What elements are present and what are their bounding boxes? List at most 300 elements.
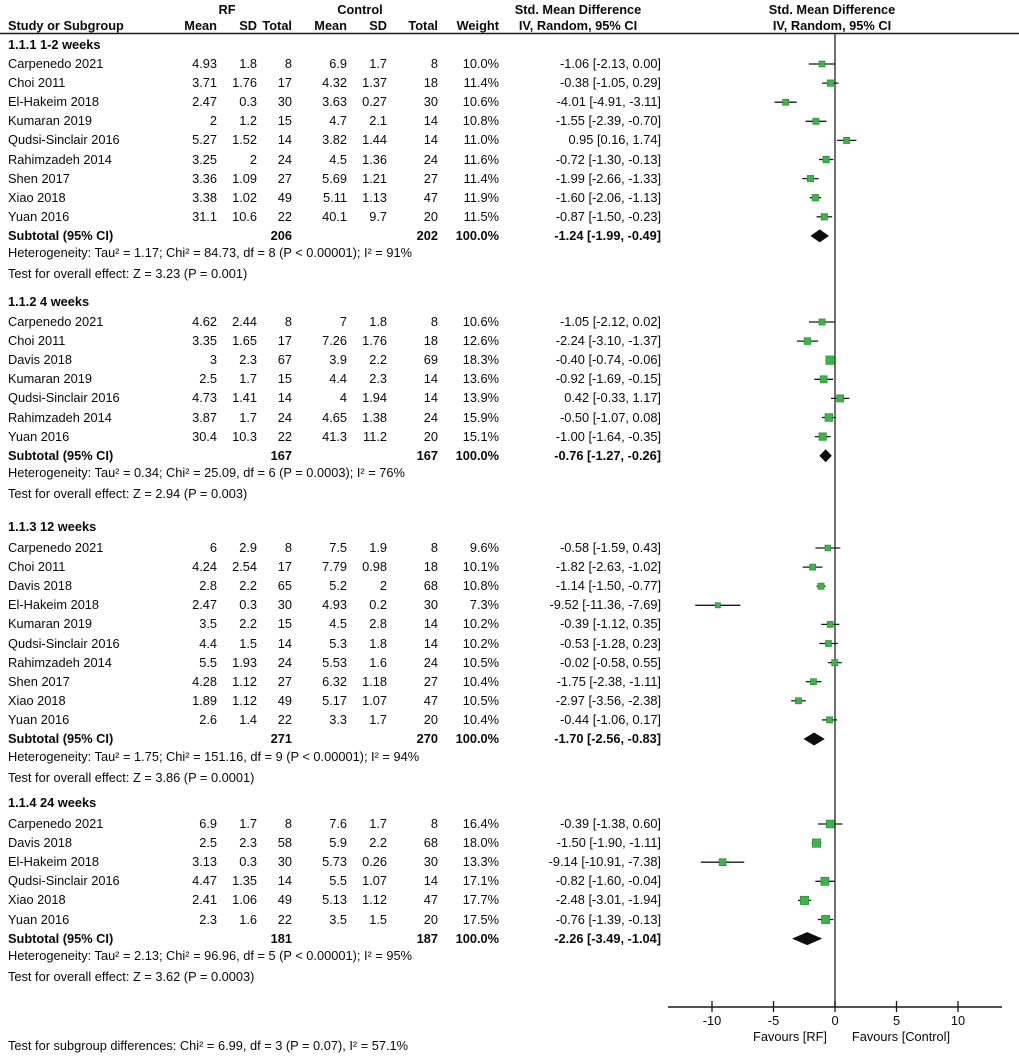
ctrl-total-cell: 30 (423, 854, 438, 870)
study-name: Yuan 2016 (8, 711, 70, 727)
study-name: Carpenedo 2021 (8, 314, 104, 329)
header-col-ctrl-total: Total (408, 18, 438, 33)
weight-cell: 10.6% (462, 94, 499, 110)
ctrl-total-cell: 18 (423, 333, 438, 349)
ctrl-sd-cell: 1.6 (369, 654, 387, 670)
ctrl-total-cell: 20 (423, 208, 438, 224)
ctrl-sd-cell: 1.5 (369, 911, 387, 927)
ctrl-total-cell: 47 (423, 692, 438, 708)
rf-sd-cell: 1.09 (232, 170, 257, 186)
subtotal-weight: 100.0% (455, 930, 499, 946)
ctrl-sd-cell: 1.9 (369, 540, 387, 555)
ctrl-total-cell: 68 (423, 835, 438, 851)
ctrl-sd-cell: 0.98 (362, 559, 387, 575)
ctrl-mean-cell: 5.2 (329, 578, 347, 594)
ctrl-mean-cell: 5.9 (329, 835, 347, 851)
header-col-study: Study or Subgroup (8, 18, 124, 33)
effect-square (813, 118, 819, 124)
study-name: Rahimzadeh 2014 (8, 654, 112, 670)
rf-sd-cell: 0.3 (239, 597, 257, 613)
subtotal-label: Subtotal (95% CI) (8, 227, 114, 243)
study-name: El-Hakeim 2018 (8, 854, 100, 870)
weight-cell: 18.3% (462, 352, 499, 368)
ctrl-sd-cell: 11.2 (363, 428, 387, 444)
header-col-ctrl-sd: SD (369, 18, 387, 33)
weight-cell: 10.2% (462, 635, 499, 651)
effect-square (826, 820, 834, 828)
rf-mean-cell: 3.5 (199, 616, 217, 632)
weight-cell: 11.9% (463, 189, 499, 205)
smd-ci-cell: -0.53 [-1.28, 0.23] (559, 635, 661, 651)
ctrl-mean-cell: 6.9 (329, 56, 347, 71)
weight-cell: 11.4% (463, 75, 499, 91)
rf-mean-cell: 4.47 (192, 873, 217, 889)
rf-mean-cell: 3.71 (192, 75, 217, 91)
ctrl-mean-cell: 3.82 (322, 132, 347, 148)
ctrl-mean-cell: 3.63 (322, 94, 347, 110)
subtotal-ctrl-total: 187 (416, 930, 438, 946)
study-name: El-Hakeim 2018 (8, 94, 100, 110)
subtotal-ctrl-total: 202 (416, 227, 438, 243)
weight-cell: 16.4% (462, 816, 499, 831)
weight-cell: 10.8% (462, 113, 499, 129)
rf-total-cell: 27 (277, 673, 292, 689)
weight-cell: 10.0% (462, 56, 499, 71)
header-col-weight: Weight (456, 18, 499, 33)
subtotal-ctrl-total: 167 (416, 447, 438, 463)
heterogeneity-text: Heterogeneity: Tau² = 2.13; Chi² = 96.96, df = 5 (P < 0.00001); I² = 95% (8, 948, 412, 964)
smd-ci-cell: -9.14 [-10.91, -7.38] (548, 854, 661, 870)
effect-square (820, 376, 827, 383)
effect-square (844, 137, 850, 143)
rf-mean-cell: 3.13 (192, 854, 217, 870)
subtotal-diamond (811, 229, 829, 242)
rf-mean-cell: 3 (209, 352, 217, 368)
subtotal-rf-total: 167 (270, 447, 292, 463)
ctrl-sd-cell: 1.07 (362, 692, 387, 708)
study-name: Xiao 2018 (8, 189, 66, 205)
ctrl-sd-cell: 1.76 (362, 333, 387, 349)
effect-square (804, 338, 811, 345)
rf-sd-cell: 1.6 (239, 911, 257, 927)
smd-ci-cell: -0.82 [-1.60, -0.04] (555, 873, 661, 889)
study-name: Davis 2018 (8, 835, 73, 851)
header-col-rf-total: Total (262, 18, 292, 33)
rf-mean-cell: 4.4 (199, 635, 217, 651)
section-label: 1.1.3 12 weeks (8, 519, 97, 534)
ctrl-mean-cell: 4.5 (329, 616, 347, 632)
effect-square (827, 717, 833, 723)
study-name: Qudsi-Sinclair 2016 (8, 390, 120, 406)
smd-ci-cell: -0.72 [-1.30, -0.13] (555, 151, 661, 167)
smd-ci-cell: -0.02 [-0.58, 0.55] (559, 654, 661, 670)
ctrl-sd-cell: 0.27 (362, 94, 387, 110)
smd-ci-cell: -1.00 [-1.64, -0.35] (555, 428, 661, 444)
rf-total-cell: 8 (284, 816, 292, 831)
effect-square (810, 679, 816, 685)
overall-effect-text: Test for overall effect: Z = 3.23 (P = 0.001) (8, 266, 248, 282)
effect-square (837, 395, 844, 402)
ctrl-sd-cell: 1.36 (362, 151, 387, 167)
effect-square (832, 660, 838, 666)
ctrl-sd-cell: 1.94 (362, 390, 387, 406)
section-label: 1.1.2 4 weeks (8, 294, 90, 309)
study-name: Kumaran 2019 (8, 113, 92, 129)
weight-cell: 17.7% (462, 892, 499, 908)
axis-tick-label: 10 (950, 1013, 966, 1028)
rf-mean-cell: 2.8 (199, 578, 217, 594)
ctrl-sd-cell: 1.7 (369, 711, 387, 727)
rf-mean-cell: 2 (209, 113, 217, 129)
ctrl-total-cell: 8 (430, 816, 438, 831)
section-label: 1.1.1 1-2 weeks (8, 37, 101, 52)
study-name: Shen 2017 (8, 170, 70, 186)
weight-cell: 10.8% (462, 578, 499, 594)
rf-mean-cell: 4.93 (192, 56, 217, 71)
ctrl-total-cell: 24 (423, 654, 438, 670)
section-label: 1.1.4 24 weeks (8, 795, 97, 810)
rf-sd-cell: 1.7 (239, 409, 257, 425)
subtotal-diamond (792, 932, 822, 945)
ctrl-mean-cell: 40.1 (322, 208, 347, 224)
weight-cell: 7.3% (469, 597, 499, 613)
rf-sd-cell: 1.12 (232, 692, 257, 708)
ctrl-total-cell: 8 (430, 314, 438, 329)
rf-total-cell: 14 (277, 873, 292, 889)
rf-mean-cell: 3.35 (192, 333, 217, 349)
rf-total-cell: 8 (284, 56, 292, 71)
smd-ci-cell: -1.14 [-1.50, -0.77] (555, 578, 661, 594)
smd-ci-cell: -2.97 [-3.56, -2.38] (555, 692, 661, 708)
rf-total-cell: 17 (277, 333, 292, 349)
rf-total-cell: 14 (277, 390, 292, 406)
rf-total-cell: 22 (277, 428, 292, 444)
ctrl-sd-cell: 1.7 (369, 56, 387, 71)
effect-square (719, 859, 726, 866)
effect-square (822, 915, 830, 923)
rf-mean-cell: 3.36 (192, 170, 217, 186)
header-method-left: IV, Random, 95% CI (518, 18, 638, 33)
ctrl-sd-cell: 1.12 (362, 892, 387, 908)
rf-total-cell: 17 (277, 75, 292, 91)
ctrl-mean-cell: 4.5 (329, 151, 347, 167)
smd-ci-cell: 0.95 [0.16, 1.74] (568, 132, 661, 148)
rf-total-cell: 27 (277, 170, 292, 186)
axis-tick-label: -5 (767, 1013, 780, 1028)
ctrl-sd-cell: 1.38 (362, 409, 387, 425)
weight-cell: 11.6% (463, 151, 499, 167)
ctrl-mean-cell: 4 (339, 390, 347, 406)
rf-mean-cell: 4.28 (192, 673, 217, 689)
effect-square (821, 877, 829, 885)
study-name: Carpenedo 2021 (8, 816, 104, 831)
rf-sd-cell: 10.6 (232, 208, 257, 224)
overall-effect-text: Test for overall effect: Z = 3.62 (P = 0.0003) (8, 969, 255, 985)
rf-total-cell: 22 (277, 208, 292, 224)
weight-cell: 18.0% (462, 835, 499, 851)
rf-mean-cell: 4.73 (192, 390, 217, 406)
ctrl-mean-cell: 5.73 (322, 854, 347, 870)
axis-tick-label: -10 (702, 1013, 722, 1028)
ctrl-total-cell: 68 (423, 578, 438, 594)
ctrl-total-cell: 24 (423, 151, 438, 167)
smd-ci-cell: -2.48 [-3.01, -1.94] (555, 892, 661, 908)
rf-sd-cell: 1.5 (239, 635, 257, 651)
ctrl-total-cell: 14 (423, 113, 438, 129)
effect-square (819, 61, 825, 67)
study-name: Xiao 2018 (8, 892, 66, 908)
subtotal-label: Subtotal (95% CI) (8, 731, 114, 746)
smd-ci-cell: -0.58 [-1.59, 0.43] (559, 540, 661, 555)
rf-sd-cell: 0.3 (239, 854, 257, 870)
subtotal-rf-total: 271 (270, 731, 292, 746)
ctrl-mean-cell: 7.6 (329, 816, 347, 831)
ctrl-sd-cell: 1.8 (369, 635, 387, 651)
study-name: Kumaran 2019 (8, 371, 92, 387)
weight-cell: 13.6% (462, 371, 499, 387)
ctrl-total-cell: 20 (423, 911, 438, 927)
rf-sd-cell: 1.02 (232, 189, 257, 205)
ctrl-sd-cell: 2 (379, 578, 387, 594)
axis-tick-label: 5 (892, 1013, 901, 1028)
rf-mean-cell: 30.4 (192, 428, 217, 444)
rf-total-cell: 15 (277, 371, 292, 387)
ctrl-mean-cell: 4.65 (322, 409, 347, 425)
rf-total-cell: 30 (277, 597, 292, 613)
smd-ci-cell: -0.38 [-1.05, 0.29] (559, 75, 661, 91)
ctrl-mean-cell: 7 (339, 314, 347, 329)
rf-sd-cell: 1.8 (239, 56, 257, 71)
ctrl-sd-cell: 2.1 (369, 113, 387, 129)
ctrl-sd-cell: 1.7 (369, 816, 387, 831)
study-name: Choi 2011 (8, 559, 66, 575)
ctrl-total-cell: 14 (423, 635, 438, 651)
ctrl-mean-cell: 4.93 (322, 597, 347, 613)
effect-square (795, 698, 801, 704)
study-name: Shen 2017 (8, 673, 70, 689)
rf-total-cell: 30 (277, 854, 292, 870)
ctrl-mean-cell: 5.17 (322, 692, 347, 708)
smd-ci-cell: -0.39 [-1.12, 0.35] (559, 616, 661, 632)
subtotal-label: Subtotal (95% CI) (8, 447, 114, 463)
ctrl-total-cell: 18 (423, 75, 438, 91)
smd-ci-cell: -0.92 [-1.69, -0.15] (555, 371, 661, 387)
rf-sd-cell: 0.3 (239, 94, 257, 110)
ctrl-total-cell: 14 (423, 371, 438, 387)
effect-square (810, 564, 816, 570)
ctrl-mean-cell: 7.79 (322, 559, 347, 575)
ctrl-sd-cell: 1.18 (362, 673, 387, 689)
rf-mean-cell: 4.62 (192, 314, 217, 329)
rf-total-cell: 22 (277, 711, 292, 727)
effect-square (821, 214, 827, 220)
ctrl-total-cell: 30 (423, 597, 438, 613)
rf-mean-cell: 5.5 (199, 654, 217, 670)
smd-ci-cell: -0.50 [-1.07, 0.08] (559, 409, 661, 425)
rf-total-cell: 65 (277, 578, 292, 594)
rf-total-cell: 24 (277, 409, 292, 425)
ctrl-mean-cell: 4.32 (322, 75, 347, 91)
header-smd-title-left: Std. Mean Difference (514, 2, 642, 17)
rf-total-cell: 24 (277, 151, 292, 167)
header-group-rf: RF (218, 2, 236, 17)
rf-mean-cell: 2.5 (199, 371, 217, 387)
rf-sd-cell: 2.3 (239, 835, 257, 851)
subtotal-ctrl-total: 270 (416, 731, 438, 746)
effect-square (827, 621, 833, 627)
weight-cell: 13.9% (462, 390, 499, 406)
heterogeneity-text: Heterogeneity: Tau² = 1.17; Chi² = 84.73, df = 8 (P < 0.00001); I² = 91% (8, 245, 412, 261)
ctrl-total-cell: 14 (423, 132, 438, 148)
study-name: Qudsi-Sinclair 2016 (8, 132, 120, 148)
weight-cell: 15.1% (462, 428, 499, 444)
rf-sd-cell: 10.3 (232, 428, 257, 444)
ctrl-sd-cell: 2.2 (369, 352, 387, 368)
ctrl-total-cell: 24 (423, 409, 438, 425)
ctrl-total-cell: 20 (423, 711, 438, 727)
rf-sd-cell: 1.35 (232, 873, 257, 889)
rf-total-cell: 8 (284, 314, 292, 329)
ctrl-total-cell: 14 (423, 616, 438, 632)
rf-mean-cell: 3.38 (192, 189, 217, 205)
effect-square (823, 156, 829, 162)
weight-cell: 13.3% (462, 854, 499, 870)
rf-sd-cell: 2.9 (239, 540, 257, 555)
ctrl-total-cell: 27 (423, 170, 438, 186)
rf-sd-cell: 1.93 (232, 654, 257, 670)
ctrl-sd-cell: 0.26 (362, 854, 387, 870)
study-name: Kumaran 2019 (8, 616, 92, 632)
rf-sd-cell: 2 (249, 151, 257, 167)
rf-mean-cell: 6 (209, 540, 217, 555)
smd-ci-cell: -0.76 [-1.39, -0.13] (555, 911, 661, 927)
ctrl-mean-cell: 41.3 (322, 428, 347, 444)
ctrl-total-cell: 14 (423, 873, 438, 889)
header-col-rf-sd: SD (239, 18, 257, 33)
ctrl-mean-cell: 5.53 (322, 654, 347, 670)
rf-total-cell: 49 (277, 892, 292, 908)
ctrl-total-cell: 69 (423, 352, 438, 368)
rf-mean-cell: 6.9 (199, 816, 217, 831)
study-name: Qudsi-Sinclair 2016 (8, 635, 120, 651)
rf-mean-cell: 31.1 (192, 208, 217, 224)
ctrl-mean-cell: 5.5 (329, 873, 347, 889)
study-name: Choi 2011 (8, 333, 66, 349)
rf-total-cell: 49 (277, 189, 292, 205)
plot-marks (695, 61, 958, 1012)
rf-mean-cell: 2.47 (192, 597, 217, 613)
ctrl-total-cell: 20 (423, 428, 438, 444)
rf-total-cell: 67 (277, 352, 292, 368)
study-name: Carpenedo 2021 (8, 540, 104, 555)
overall-effect-text: Test for overall effect: Z = 2.94 (P = 0.003) (8, 486, 248, 502)
smd-ci-cell: -9.52 [-11.36, -7.69] (549, 597, 661, 613)
smd-ci-cell: -1.82 [-2.63, -1.02] (555, 559, 661, 575)
study-name: Davis 2018 (8, 352, 73, 368)
subtotal-rf-total: 206 (270, 227, 292, 243)
rf-mean-cell: 3.87 (192, 409, 217, 425)
subtotal-weight: 100.0% (455, 227, 499, 243)
rf-sd-cell: 2.54 (232, 559, 257, 575)
smd-ci-cell: -0.87 [-1.50, -0.23] (555, 208, 661, 224)
subtotal-weight: 100.0% (455, 731, 499, 746)
weight-cell: 15.9% (462, 409, 499, 425)
header-group-control: Control (337, 2, 383, 17)
ctrl-total-cell: 18 (423, 559, 438, 575)
rf-mean-cell: 2.47 (192, 94, 217, 110)
rf-total-cell: 15 (277, 616, 292, 632)
effect-square (819, 433, 827, 441)
subtotal-weight: 100.0% (455, 447, 499, 463)
effect-square (826, 356, 834, 364)
rf-sd-cell: 2.3 (239, 352, 257, 368)
effect-square (819, 319, 825, 325)
rf-total-cell: 24 (277, 654, 292, 670)
subtotal-diamond (819, 449, 831, 462)
rf-total-cell: 17 (277, 559, 292, 575)
weight-cell: 12.6% (462, 333, 499, 349)
effect-square (827, 80, 833, 86)
study-name: Davis 2018 (8, 578, 73, 594)
ctrl-sd-cell: 1.37 (362, 75, 387, 91)
ctrl-sd-cell: 1.8 (369, 314, 387, 329)
effect-square (825, 545, 831, 551)
ctrl-mean-cell: 5.69 (322, 170, 347, 186)
subtotal-smd-ci: -0.76 [-1.27, -0.26] (554, 447, 661, 463)
ctrl-mean-cell: 3.5 (329, 911, 347, 927)
study-name: Qudsi-Sinclair 2016 (8, 873, 120, 889)
header-smd-title-right: Std. Mean Difference (768, 2, 896, 17)
effect-square (825, 640, 831, 646)
header-col-rf-mean: Mean (184, 18, 217, 33)
ctrl-sd-cell: 2.8 (369, 616, 387, 632)
smd-ci-cell: -1.99 [-2.66, -1.33] (555, 170, 661, 186)
rf-mean-cell: 5.27 (192, 132, 217, 148)
rf-total-cell: 22 (277, 911, 292, 927)
rf-sd-cell: 1.76 (232, 75, 257, 91)
ctrl-mean-cell: 5.11 (323, 189, 347, 205)
subtotal-label: Subtotal (95% CI) (8, 930, 114, 946)
ctrl-total-cell: 14 (423, 390, 438, 406)
smd-ci-cell: -0.40 [-0.74, -0.06] (555, 352, 661, 368)
smd-ci-cell: -0.44 [-1.06, 0.17] (559, 711, 661, 727)
rf-total-cell: 30 (277, 94, 292, 110)
rf-sd-cell: 1.7 (239, 371, 257, 387)
subtotal-smd-ci: -1.24 [-1.99, -0.49] (554, 227, 661, 243)
rf-total-cell: 8 (284, 540, 292, 555)
weight-cell: 10.5% (462, 692, 499, 708)
weight-cell: 11.4% (463, 170, 499, 186)
rf-mean-cell: 2.6 (199, 711, 217, 727)
rf-mean-cell: 2.41 (192, 892, 217, 908)
study-name: El-Hakeim 2018 (8, 597, 100, 613)
rf-total-cell: 14 (277, 132, 292, 148)
study-name: Yuan 2016 (8, 208, 70, 224)
ctrl-sd-cell: 9.7 (369, 208, 387, 224)
rf-mean-cell: 2.3 (199, 911, 217, 927)
rf-sd-cell: 1.4 (239, 711, 257, 727)
weight-cell: 11.0% (463, 132, 499, 148)
rf-sd-cell: 1.2 (239, 113, 257, 129)
rf-total-cell: 58 (277, 835, 292, 851)
ctrl-total-cell: 8 (430, 56, 438, 71)
ctrl-total-cell: 8 (430, 540, 438, 555)
rf-total-cell: 49 (277, 692, 292, 708)
rf-sd-cell: 1.7 (239, 816, 257, 831)
rf-sd-cell: 2.2 (239, 616, 257, 632)
weight-cell: 10.1% (462, 559, 499, 575)
axis-label-favours-control: Favours [Control] (851, 1029, 951, 1044)
